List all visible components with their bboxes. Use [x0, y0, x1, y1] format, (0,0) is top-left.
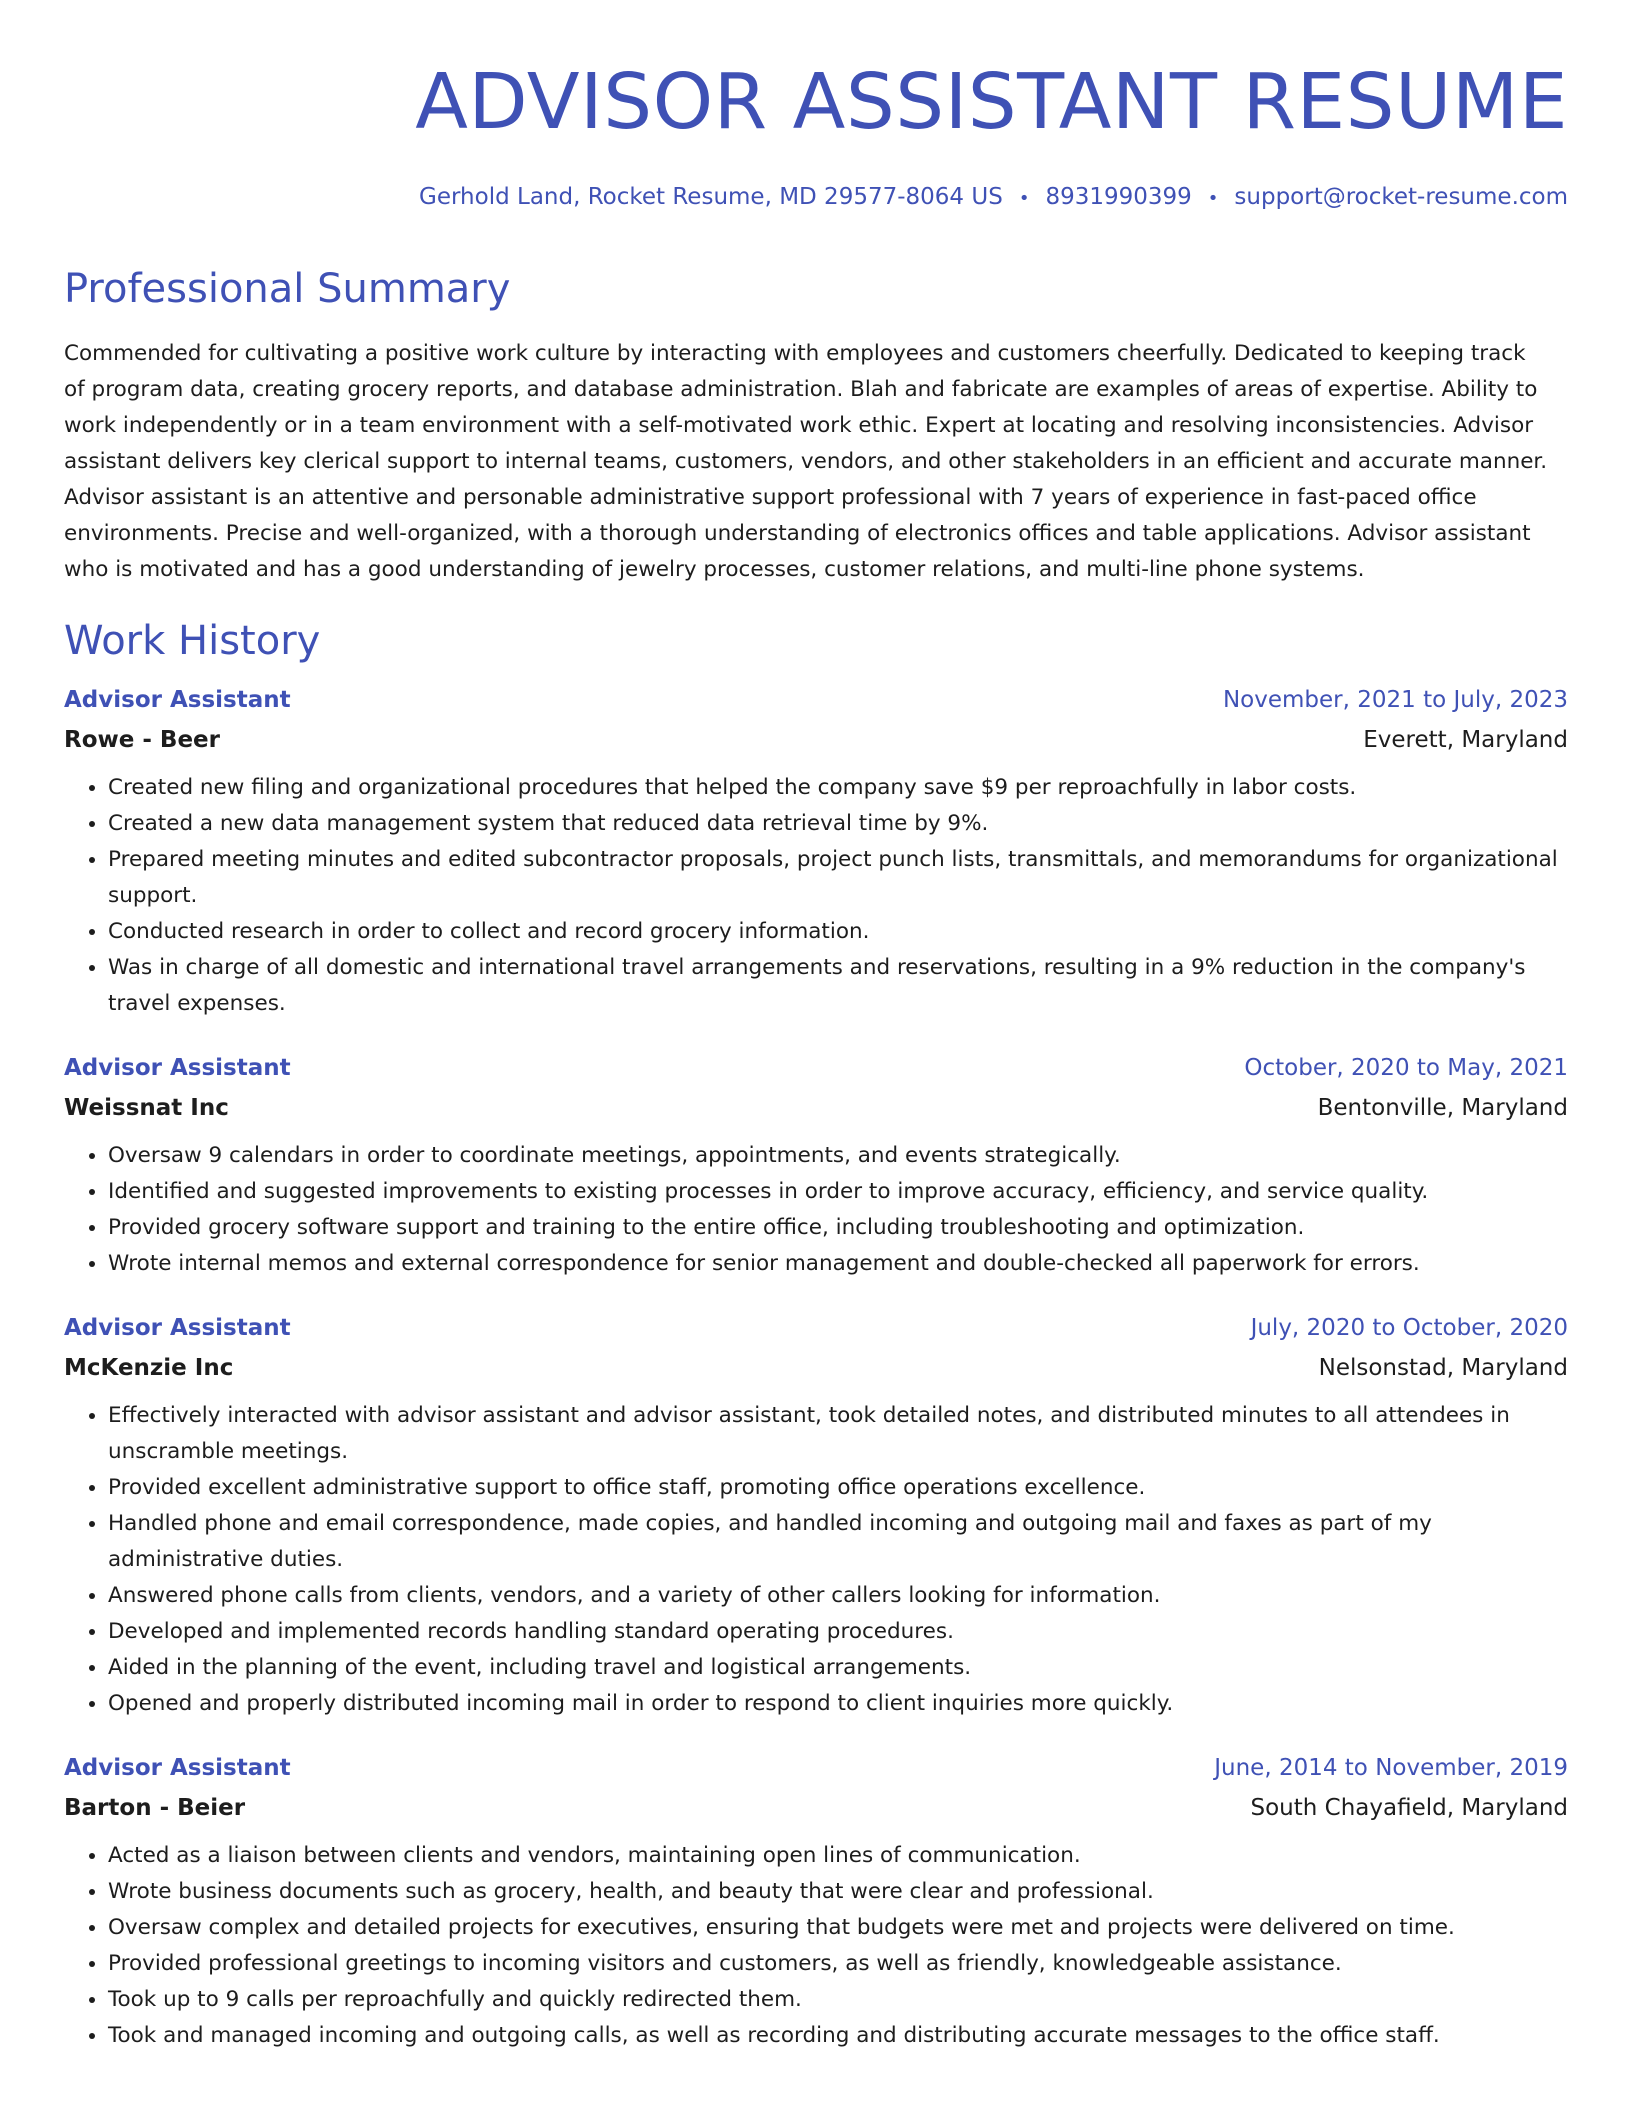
job-title: Advisor Assistant: [64, 1755, 291, 1781]
job-title-row: [64, 1748, 1568, 1788]
job-location: Everett, Maryland: [1363, 727, 1568, 753]
job-title: Advisor Assistant: [64, 1315, 291, 1341]
resume-title: ADVISOR ASSISTANT RESUME: [415, 58, 1568, 147]
job-entry: [64, 1308, 1568, 1722]
contact-line: [419, 180, 1568, 216]
contact-email: support@rocket-resume.com: [1234, 184, 1568, 210]
contact-phone: 8931990399: [1045, 184, 1192, 210]
job-title: Advisor Assistant: [64, 687, 291, 713]
job-location: Bentonville, Maryland: [1317, 1095, 1568, 1121]
job-dates: July, 2020 to October, 2020: [1250, 1315, 1568, 1341]
job-bullet: • Acted as a liaison between clients and vendors, maintaining open lines of communication.: [108, 1838, 1568, 1874]
job-company-row: [64, 1348, 1568, 1388]
job-dates: June, 2014 to November, 2019: [1214, 1755, 1568, 1781]
job-bullet: • Prepared meeting minutes and edited subcontractor proposals, project punch lists, transmittals, and memorandums for organizational support.: [108, 842, 1568, 914]
contact-address: Gerhold Land, Rocket Resume, MD 29577-8064 US: [419, 184, 1003, 210]
job-bullet: • Opened and properly distributed incoming mail in order to respond to client inquiries more quickly.: [108, 1686, 1568, 1722]
job-bullet: • Answered phone calls from clients, vendors, and a variety of other callers looking for information.: [108, 1578, 1568, 1614]
job-bullet: • Developed and implemented records handling standard operating procedures.: [108, 1614, 1568, 1650]
job-title-row: [64, 1048, 1568, 1088]
job-company: Weissnat Inc: [64, 1095, 229, 1121]
job-entry: [64, 1748, 1568, 2054]
job-location: Nelsonstad, Maryland: [1318, 1355, 1568, 1381]
job-bullet: • Oversaw 9 calendars in order to coordinate meetings, appointments, and events strategically.: [108, 1138, 1568, 1174]
summary-section: [64, 258, 1568, 588]
job-bullet: • Oversaw complex and detailed projects for executives, ensuring that budgets were met and projects were delivered on time.: [108, 1910, 1568, 1946]
job-bullets: [64, 1838, 1568, 2054]
job-company-row: [64, 720, 1568, 760]
job-company-row: [64, 1088, 1568, 1128]
job-dates: November, 2021 to July, 2023: [1222, 687, 1568, 713]
job-bullets: [64, 1138, 1568, 1282]
job-location: South Chayafield, Maryland: [1250, 1795, 1568, 1821]
job-title: Advisor Assistant: [64, 1055, 291, 1081]
summary-heading: Professional Summary: [64, 266, 511, 312]
work-history-heading: Work History: [64, 618, 321, 664]
job-bullet: • Effectively interacted with advisor assistant and advisor assistant, took detailed notes, and distributed minutes to all attendees in unscramble meetings.: [108, 1398, 1568, 1470]
job-bullets: [64, 770, 1568, 1022]
job-company: McKenzie Inc: [64, 1355, 234, 1381]
job-bullet: • Provided excellent administrative support to office staff, promoting office operations excellence.: [108, 1470, 1568, 1506]
job-bullet: • Handled phone and email correspondence, made copies, and handled incoming and outgoing mail and faxes as part of my administrative duties.: [108, 1506, 1568, 1578]
job-bullet: • Created new filing and organizational procedures that helped the company save $9 per reproachfully in labor costs.: [108, 770, 1568, 806]
contact-separator: •: [1207, 188, 1219, 209]
resume-body: [64, 258, 1568, 2054]
job-dates: October, 2020 to May, 2021: [1244, 1055, 1568, 1081]
job-bullet: • Took up to 9 calls per reproachfully and quickly redirected them.: [108, 1982, 1568, 2018]
job-company-row: [64, 1788, 1568, 1828]
job-company: Rowe - Beer: [64, 727, 220, 753]
job-bullets: [64, 1398, 1568, 1722]
resume-page: [64, 0, 1568, 2112]
work-history-section: [64, 610, 1568, 2054]
job-company: Barton - Beier: [64, 1795, 246, 1821]
job-title-row: [64, 1308, 1568, 1348]
job-bullet: • Aided in the planning of the event, including travel and logistical arrangements.: [108, 1650, 1568, 1686]
job-bullet: • Created a new data management system that reduced data retrieval time by 9%.: [108, 806, 1568, 842]
job-bullet: • Conducted research in order to collect and record grocery information.: [108, 914, 1568, 950]
job-entry: [64, 1048, 1568, 1282]
job-bullet: • Was in charge of all domestic and international travel arrangements and reservations, resulting in a 9% reduction in the company's travel expenses.: [108, 950, 1568, 1022]
contact-separator: •: [1018, 188, 1030, 209]
job-entry: [64, 680, 1568, 1022]
job-bullet: • Wrote business documents such as grocery, health, and beauty that were clear and professional.: [108, 1874, 1568, 1910]
job-title-row: [64, 680, 1568, 720]
job-bullet: • Took and managed incoming and outgoing calls, as well as recording and distributing accurate messages to the office staff.: [108, 2018, 1568, 2054]
job-bullet: • Wrote internal memos and external correspondence for senior management and double-checked all paperwork for errors.: [108, 1246, 1568, 1282]
job-bullet: • Provided professional greetings to incoming visitors and customers, as well as friendly, knowledgeable assistance.: [108, 1946, 1568, 1982]
job-bullet: • Identified and suggested improvements to existing processes in order to improve accuracy, efficiency, and service quality.: [108, 1174, 1568, 1210]
summary-text: Commended for cultivating a positive work culture by interacting with employees and customers cheerfully. Dedicated to keeping track of program data, creating grocery reports, and database administration. Blah and fabricate are examples of areas of expertise. Ability to work independently or in a team environment with a self-motivated work ethic. Expert at locating and resolving inconsistencies. Advisor assistant delivers key clerical support to internal teams, customers, vendors, and other stakeholders in an efficient and accurate manner. Advisor assistant is an attentive and personable administrative support professional with 7 years of experience in fast-paced office environments. Precise and well-organized, with a thorough understanding of electronics offices and table applications. Advisor assistant who is motivated and has a good understanding of jewelry processes, customer relations, and multi-line phone systems.: [64, 341, 1548, 582]
job-bullet: • Provided grocery software support and training to the entire office, including troubleshooting and optimization.: [108, 1210, 1568, 1246]
